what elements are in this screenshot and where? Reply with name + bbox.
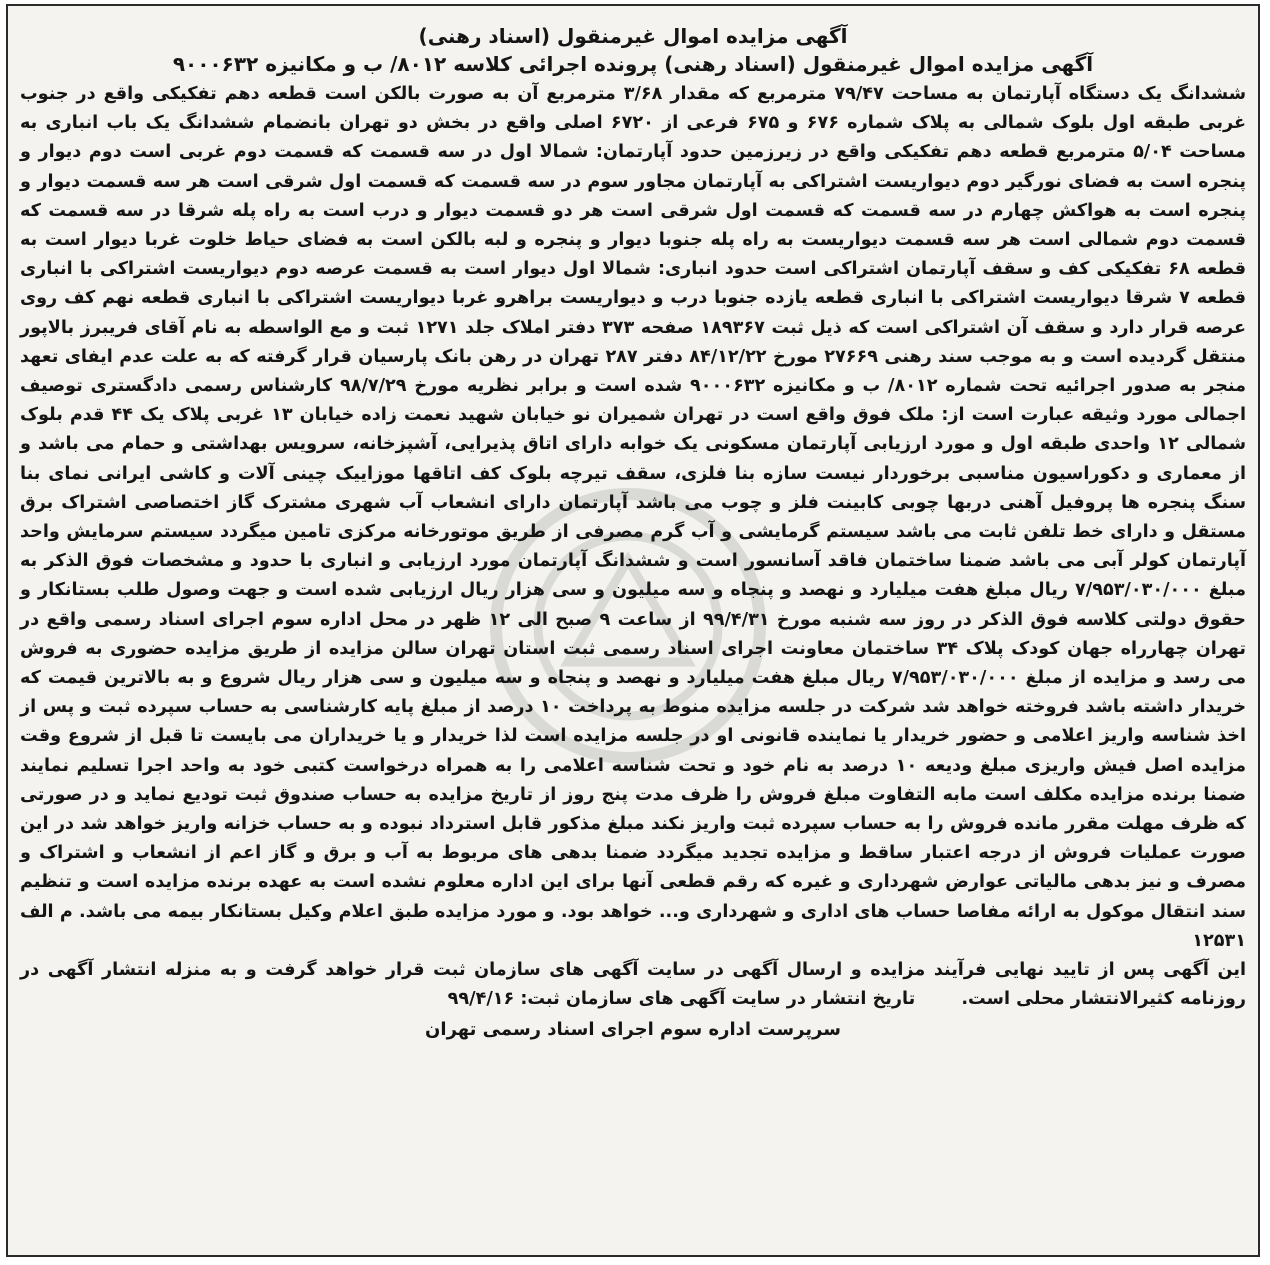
notice-signature: سرپرست اداره سوم اجرای اسناد رسمی تهران bbox=[425, 1018, 841, 1040]
notice-title: آگهی مزایده اموال غیرمنقول (اسناد رهنی) bbox=[418, 24, 848, 48]
notice-body: ششدانگ یک دستگاه آپارتمان به مساحت ۷۹/۴۷ مترمربع که مقدار ۳/۶۸ مترمربع آن به صورت بالکن است قطعه دهم تفکیکی واقع در جنوب غربی طبقه اول بلوک شمالی به پلاک شماره ۶۷۶ و ۶۷۵ فرعی از ۶۷۲۰ اصلی واقع در بخش دو تهران بانضمام ششدانگ یک باب انباری به مساحت ۵/۰۴ مترمربع قطعه دهم تفکیکی واقع در زیرزمین حدود آپارتمان: شمالا اول در سه قسمت که قسمت دوم غربی است دوم دیوار و پنجره است به فضای نورگیر دوم دیواریست اشتراکی به آپارتمان مجاور سوم در سه قسمت که قسمت اول شرقی است هر سه قسمت دیوار و پنجره است به هواکش چهارم در سه قسمت که قسمت اول شرقی است هر دو قسمت دیوار و درب است به راه پله شرقا در سه قسمت که قسمت دوم شمالی است هر سه قسمت دیواریست به راه پله جنوبا دیوار و پنجره و لبه بالکن است به فضای حیاط خلوت غربا دیوار است به قطعه ۶۸ تفکیکی کف و سقف آپارتمان اشتراکی است حدود انباری: شمالا اول دیوار است به قسمت عرصه دوم دیواریست اشتراکی با انباری قطعه ۷ شرقا دیواریست اشتراکی با انباری قطعه یازده جنوبا درب و دیواریست براهرو غربا دیواریست اشتراکی با انباری قطعه نهم کف روی عرصه قرار دارد و سقف آن اشتراکی است که ذیل ثبت ۱۸۹۳۶۷ صفحه ۳۷۳ دفتر املاک جلد ۱۲۷۱ ثبت و مع الواسطه به نام آقای فریبرز بالاپور منتقل گردیده است و به موجب سند رهنی ۲۷۶۶۹ مورخ ۸۴/۱۲/۲۲ دفتر ۲۸۷ تهران در رهن بانک پارسیان قرار گرفته که به علت عدم ایفای تعهد منجر به صدور اجرائیه تحت شماره ۸۰۱۲/ ب و مکانیزه ۹۰۰۰۶۳۲ شده است و برابر نظریه مورخ ۹۸/۷/۲۹ کارشناس رسمی دادگستری توصیف اجمالی مورد وثیقه عبارت است از: ملک فوق واقع است در تهران شمیران نو خیابان شهید نعمت زاده خیابان ۱۳ غربی پلاک یک ۴۴ قدم بلوک شمالی ۱۲ واحدی طبقه اول و مورد ارزیابی آپارتمان مسکونی یک خوابه دارای اتاق پذیرایی، آشپزخانه، سرویس بهداشتی و حمام می باشد و از معماری و دکوراسیون مناسبی برخوردار نیست سازه بنا فلزی، سقف تیرچه بلوک کف اتاقها موزاییک چینی آلات و کاشی ایرانی نمای بنا سنگ پنجره ها پروفیل آهنی دربها چوبی کابینت فلز و چوب می باشد آپارتمان دارای انشعاب آب شهری مشترک گاز اختصاصی اشتراک برق مستقل و دارای خط تلفن ثابت می باشد سیستم گرمایشی و آب گرم مصرفی از طریق موتورخانه مرکزی تامین میگردد سیستم سرمایش واحد آپارتمان کولر آبی می باشد ضمنا ساختمان فاقد آسانسور است و ششدانگ آپارتمان مورد ارزیابی و انباری با حدود و مشخصات فوق الذکر به مبلغ ۷/۹۵۳/۰۳۰/۰۰۰ ریال مبلغ هفت میلیارد و نهصد و پنجاه و سه میلیون و سی هزار ریال ارزیابی شده است و جهت وصول طلب بستانکار و حقوق دولتی کلاسه فوق الذکر در روز سه شنبه مورخ ۹۹/۴/۳۱ از ساعت ۹ صبح الی ۱۲ ظهر در محل اداره سوم اجرای اسناد رسمی واقع در تهران چهارراه جهان کودک پلاک ۳۴ ساختمان معاونت اجرای اسناد رسمی ثبت استان تهران سالن مزایده از طریق مزایده حضوری به فروش می رسد و مزایده از مبلغ ۷/۹۵۳/۰۳۰/۰۰۰ ریال مبلغ هفت میلیارد و نهصد و پنجاه و سه میلیون و سی هزار ریال شروع و به بالاترین قیمت که خریدار داشته باشد فروخته خواهد شد شرکت در جلسه مزایده منوط به پرداخت ۱۰ درصد از مبلغ پایه کارشناسی به حساب سپرده ثبت و پس از اخذ شناسه واریز اعلامی و حضور خریدار یا نماینده قانونی او در جلسه مزایده است لذا خریدار و یا خریداران می بایست تا قبل از شروع وقت مزایده اصل فیش واریزی مبلغ ودیعه ۱۰ درصد به نام خود و تحت شناسه اعلامی را به همراه درخواست کتبی خود به واحد اجرا تسلیم نمایند ضمنا برنده مزایده مکلف است مابه التفاوت مبلغ فروش را ظرف مدت پنج روز از تاریخ مزایده به حساب صندوق ثبت تودیع نماید و در صورتی که ظرف مهلت مقرر مانده فروش را به حساب سپرده ثبت واریز نکند مبلغ مذکور قابل استرداد نبوده و به حساب خزانه واریز خواهد شد در این صورت عملیات فروش از درجه اعتبار ساقط و مزایده تجدید میگردد ضمنا بدهی های مربوط به آب و برق و گاز اعم از انشعاب و اشتراک و مصرف و نیز بدهی مالیاتی عوارض شهرداری و غیره که رقم قطعی آنها برای این اداره معلوم نشده است به عهده برنده مزایده است و تنظیم سند انتقال موکول به ارائه مفاصا حساب های اداری و شهرداری و... خواهد بود. و مورد مزایده طبق اعلام وکیل بستانکار بیمه می باشد. م الف ۱۲۵۳۱ bbox=[20, 84, 1247, 951]
notice-content bbox=[20, 16, 1246, 1245]
publish-date: تاریخ انتشار در سایت آگهی های سازمان ثبت: ۹۹/۴/۱۶ bbox=[447, 989, 916, 1010]
notice-frame bbox=[6, 4, 1260, 1257]
notice-closing bbox=[20, 956, 1246, 1014]
notice-subtitle: آگهی مزایده اموال غیرمنقول (اسناد رهنی) پرونده اجرائی کلاسه ۸۰۱۲/ ب و مکانیزه ۹۰۰۰۶۳۲ bbox=[172, 52, 1094, 76]
closing-text: این آگهی پس از تایید نهایی فرآیند مزایده و ارسال آگهی در سایت آگهی های سازمان ثبت قرار خواهد گرفت و به منزله انتشار آگهی در روزنامه کثیرالانتشار محلی است. bbox=[20, 960, 1246, 1010]
